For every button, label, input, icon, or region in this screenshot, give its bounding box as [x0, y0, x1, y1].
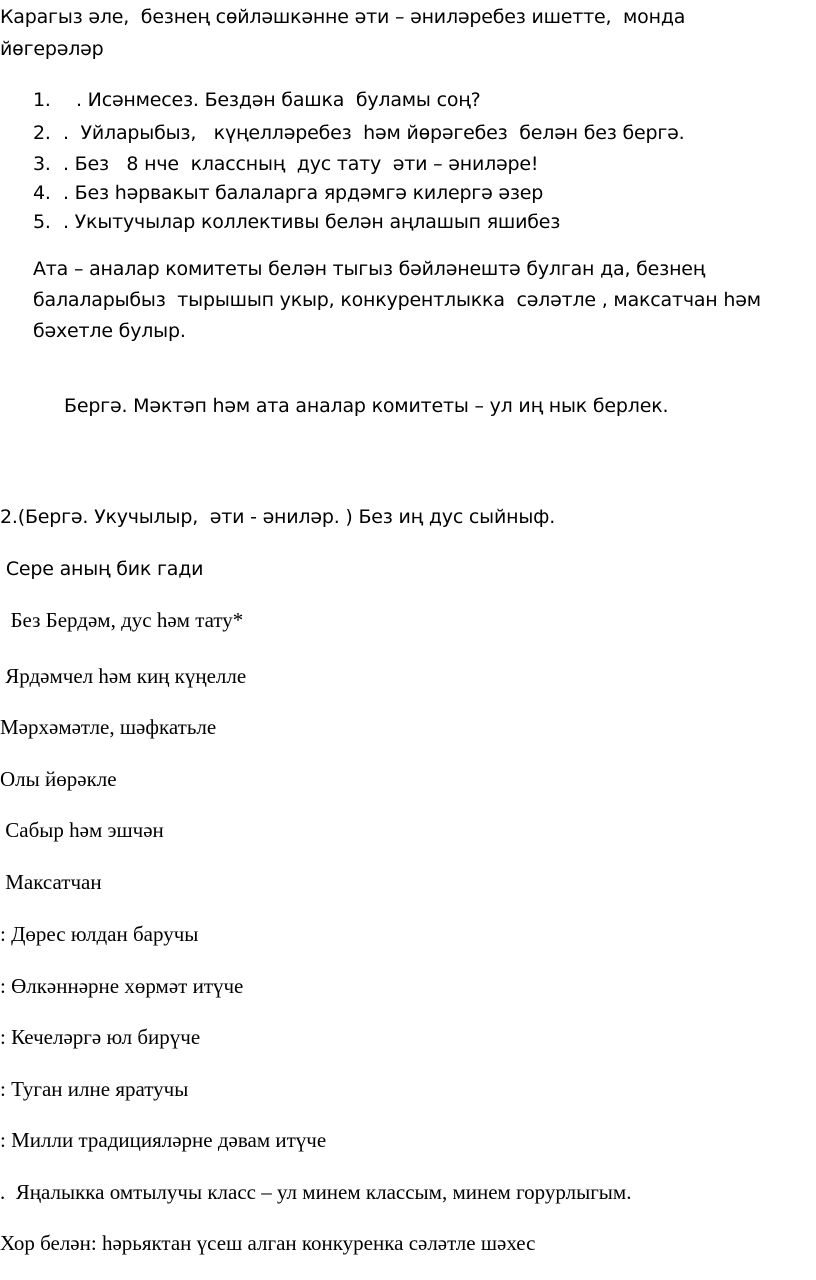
paragraph-line: Ата – аналар комитеты белән тыгыз бәйләнештә булган да, безнең — [33, 258, 706, 280]
quality-line: Хор белән: һәрьяктан үсеш алган конкуренка сәләтле шәхес — [0, 1231, 536, 1255]
quality-line: : Өлкәннәрне хөрмәт итүче — [0, 974, 244, 998]
secret-line: Сере аның бик гади — [0, 558, 204, 580]
list-item-number: 2. — [33, 122, 51, 144]
section-2-heading: 2.(Бергә. Укучылыр, әти - әниләр. ) Без иң дус сыйныф. — [0, 506, 556, 528]
quality-line: Олы йөрәкле — [0, 767, 117, 791]
quality-line: : Дөрес юлдан баручы — [0, 922, 199, 946]
list-item-text: . Уйларыбыз, күңелләребез һәм йөрәгебез белән без бергә. — [63, 122, 685, 144]
quality-line: : Туган илне яратучы — [0, 1077, 189, 1101]
list-item-text: . Исәнмесез. Бездән башка буламы соң? — [76, 89, 481, 111]
quality-line: . Яңалыкка омтылучы класс – ул минем классым, минем горурлыгым. — [0, 1180, 632, 1204]
list-item-number: 1. — [33, 89, 51, 111]
list-item-text: . Укытучылар коллективы белән аңлашып яшибез — [63, 211, 561, 233]
list-item-text: . Без һәрвакыт балаларга ярдәмгә килергә әзер — [63, 182, 544, 204]
list-item-number: 5. — [33, 211, 51, 233]
together-line: Бергә. Мәктәп һәм ата аналар комитеты – ул иң нык берлек. — [64, 395, 669, 417]
quality-line: : Милли традицияләрне дәвам итүче — [0, 1128, 327, 1152]
paragraph-line: балаларыбыз тырышып укыр, конкурентлыкка сәләтле , максатчан һәм — [33, 289, 761, 311]
quality-line: Ярдәмчел һәм киң күңелле — [0, 664, 247, 688]
intro-line-1: Карагыз әле, безнең сөйләшкәнне әти – әниләребез ишетте, монда — [0, 6, 686, 28]
list-item-text: . Без 8 нче классның дус тату әти – әниләре! — [63, 153, 539, 175]
list-item-number: 3. — [33, 153, 51, 175]
quality-line: Мәрхәмәтле, шәфкатьле — [0, 715, 217, 739]
quality-line: Сабыр һәм эшчән — [0, 818, 164, 842]
quality-line: : Кечеләргә юл бирүче — [0, 1025, 201, 1049]
paragraph-line: бәхетле булыр. — [33, 320, 186, 342]
intro-line-2: йөгерәләр — [0, 38, 104, 60]
quality-line: Максатчан — [0, 870, 102, 894]
list-item-number: 4. — [33, 182, 51, 204]
quality-line: Без Бердәм, дус һәм тату* — [0, 608, 244, 632]
